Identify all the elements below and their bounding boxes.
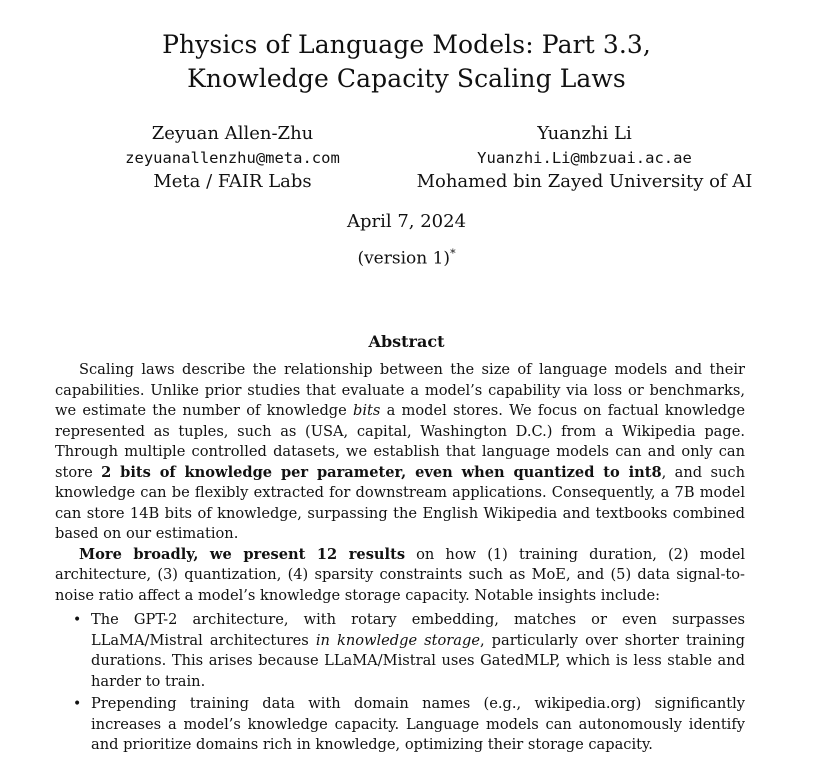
bullet-icon: • <box>73 696 82 712</box>
author-block-2 <box>412 122 757 194</box>
author-block-1 <box>105 122 360 194</box>
author-name: Yuanzhi Li <box>537 123 632 144</box>
abstract-p1-text-c: , and such knowledge can be flexibly extracted for downstream applications. Consequently, a 7B model can store 14B bits of knowledge, surpassing the English Wikipedia and textbooks combined based on our estimation. <box>55 463 745 542</box>
version-footnote-mark[interactable]: * <box>450 247 456 260</box>
author-affiliation: Meta / FAIR Labs <box>153 171 312 192</box>
paper-title <box>0 28 813 96</box>
abstract-p1-text-a: Scaling laws describe the relationship between the size of language models and their capabilities. Unlike prior studies that evaluate a model’s capability via loss or benchmarks, we estimate the number of knowledge <box>55 361 745 419</box>
abstract-p1-text-b: a model stores. We focus on factual knowledge represented as tuples, such as (USA, capital, Washington D.C.) from a Wikipedia page. Through multiple controlled datasets, we establish that language models can and only can store <box>55 402 745 481</box>
abstract-heading: Abstract <box>368 332 445 351</box>
bullet-1-text-a: The GPT-2 architecture, with rotary embedding, matches or even surpasses LLaMA/Mistral architectures <box>91 611 745 649</box>
paper-date: April 7, 2024 <box>346 211 467 232</box>
abstract-paragraph-2 <box>55 545 745 607</box>
abstract-p2-text: on how (1) training duration, (2) model architecture, (3) quantization, (4) sparsity constraints such as MoE, and (5) data signal-to-noise ratio affect a model’s knowledge storage capacity. Notable insights include: <box>55 545 745 604</box>
list-item <box>73 610 745 692</box>
bullet-icon: • <box>73 612 82 628</box>
bullet-1-italic: in knowledge storage <box>315 631 480 649</box>
list-item <box>73 694 745 756</box>
bullet-1-text-b: , particularly over shorter training durations. This arises because LLaMA/Mistral uses GatedMLP, which is less stable and harder to train. <box>91 631 745 690</box>
bullet-2-text: Prepending training data with domain names (e.g., wikipedia.org) significantly increases a model’s knowledge capacity. Language models can autonomously identify and prioritize domains rich in knowledge, optimizing their storage capacity. <box>91 695 745 753</box>
author-email[interactable]: Yuanzhi.Li@mbzuai.ac.ae <box>477 149 692 167</box>
abstract-paragraph-1 <box>55 360 745 545</box>
author-affiliation: Mohamed bin Zayed University of AI <box>416 171 753 192</box>
abstract-p1-bits: bits <box>353 402 381 419</box>
title-line-2: Knowledge Capacity Scaling Laws <box>187 64 626 93</box>
author-email[interactable]: zeyuanallenzhu@meta.com <box>125 149 340 167</box>
abstract-p2-bold: More broadly, we present 12 results <box>79 545 406 563</box>
abstract-p1-bold: 2 bits of knowledge per parameter, even when quantized to int8 <box>101 463 662 481</box>
paper-version <box>0 242 813 271</box>
insights-list <box>55 610 745 756</box>
title-line-1: Physics of Language Models: Part 3.3, <box>162 30 651 59</box>
version-text: (version 1) <box>357 248 451 269</box>
author-name: Zeyuan Allen-Zhu <box>151 123 314 144</box>
abstract-body <box>55 360 745 758</box>
